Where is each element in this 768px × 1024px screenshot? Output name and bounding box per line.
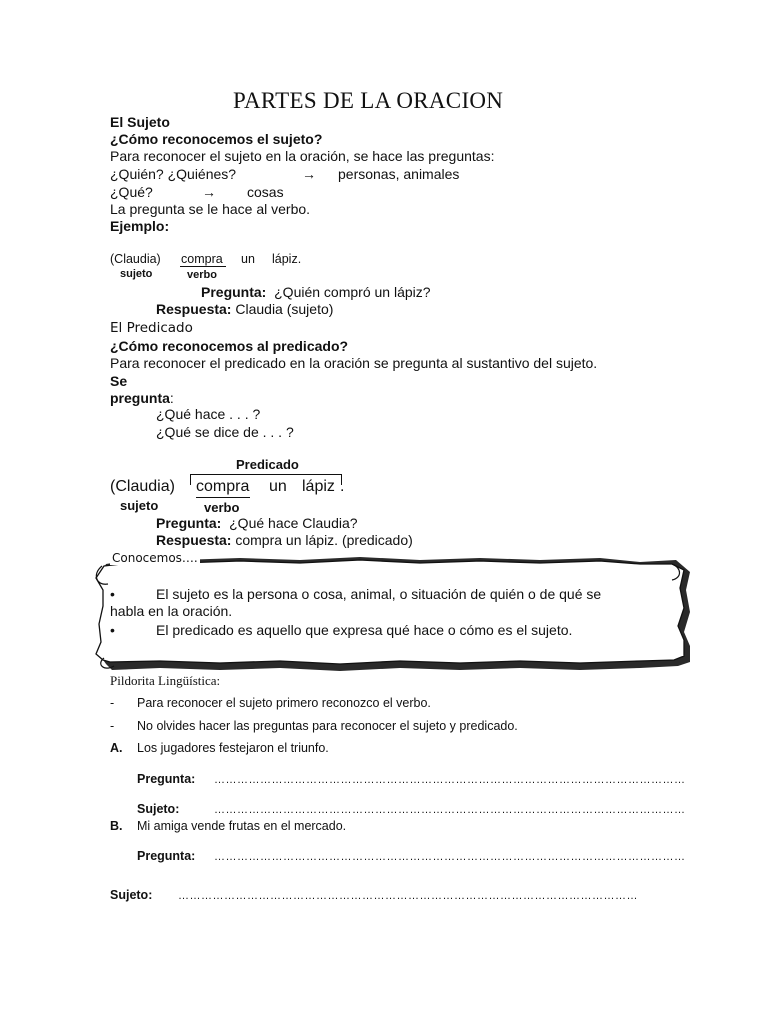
example-period: . — [340, 478, 345, 495]
pregunta-text: ¿Qué hace Claudia? — [229, 515, 358, 531]
subject-tag: sujeto — [120, 268, 153, 280]
predicado-question: ¿Cómo reconocemos al predicado? — [110, 338, 349, 354]
tip-2: No olvides hacer las preguntas para reconocer el sujeto y predicado. — [137, 719, 518, 733]
tip-1: Para reconocer el sujeto primero reconozco el verbo. — [137, 696, 431, 710]
bullet-icon: • — [110, 622, 115, 638]
predicado-intro: Para reconocer el predicado en la oración se pregunta al sustantivo del sujeto. — [110, 355, 598, 371]
bullet-icon: • — [110, 586, 115, 602]
exercise-b-sentence: Mi amiga vende frutas en el mercado. — [137, 819, 347, 833]
pregunta-label: Pregunta: — [137, 849, 196, 863]
pregunta-word: pregunta — [110, 390, 170, 406]
sujeto-note: La pregunta se le hace al verbo. — [110, 201, 311, 217]
respuesta-text: Claudia (sujeto) — [235, 301, 334, 317]
predicado-q1: ¿Qué hace . . . ? — [156, 406, 261, 422]
arrow-icon: → — [302, 166, 316, 182]
answer-line-pregunta-a[interactable]: …………………………………………………………………………………………………………… — [214, 774, 686, 786]
example-word: un — [241, 252, 255, 266]
respuesta-label: Respuesta: — [156, 301, 232, 317]
exercise-a-letter: A. — [110, 741, 123, 755]
example-verb: compra — [181, 252, 223, 266]
sujeto-label: Sujeto: — [137, 802, 180, 816]
pregunta-colon: : — [169, 390, 174, 406]
sujeto-label: Sujeto: — [110, 888, 153, 902]
example-verb: compra — [196, 478, 250, 495]
pregunta-label: Pregunta: — [201, 284, 267, 300]
answer-line-pregunta-b[interactable]: …………………………………………………………………………………………………………… — [214, 851, 686, 863]
example-subject: (Claudia) — [110, 252, 161, 266]
exercise-b-letter: B. — [110, 819, 123, 833]
sujeto-a2: cosas — [247, 184, 284, 200]
sujeto-heading: El Sujeto — [110, 114, 170, 130]
example-word: lápiz. — [272, 252, 302, 266]
answer-line-sujeto-b[interactable]: ………………………………………………………………………………………………………… — [178, 890, 638, 902]
subject-tag: sujeto — [120, 498, 159, 513]
example-subject: (Claudia) — [110, 478, 175, 495]
verb-tag: verbo — [204, 500, 240, 515]
respuesta-text: compra un lápiz. (predicado) — [235, 532, 413, 548]
sujeto-q1: ¿Quién? ¿Quiénes? — [110, 166, 237, 182]
example-word: un — [269, 478, 287, 495]
pregunta-label: Pregunta: — [137, 772, 196, 786]
pregunta-text: ¿Quién compró un lápiz? — [274, 284, 431, 300]
pregunta-label: Pregunta: — [156, 515, 222, 531]
verb-tag: verbo — [187, 269, 217, 281]
answer-line-sujeto-a[interactable]: …………………………………………………………………………………………………………… — [214, 804, 686, 816]
box-item2: El predicado es aquello que expresa qué hace o cómo es el sujeto. — [156, 622, 573, 638]
se-text: Se — [110, 373, 128, 389]
sujeto-intro: Para reconocer el sujeto en la oración, se hace las preguntas: — [110, 148, 495, 164]
ejemplo-label: Ejemplo: — [110, 218, 170, 234]
sujeto-a1: personas, animales — [338, 166, 460, 182]
predicado-heading: El Predicado — [110, 320, 193, 336]
predicado-bracket-label: Predicado — [236, 457, 299, 472]
page-title: PARTES DE LA ORACION — [233, 88, 504, 113]
box-item1-line1: El sujeto es la persona o cosa, animal, o situación de quién o de qué se — [156, 586, 602, 602]
arrow-icon: → — [202, 184, 216, 200]
predicado-q2: ¿Qué se dice de . . . ? — [156, 424, 294, 440]
box-label: Conocemos…. — [112, 551, 198, 565]
dash-icon: - — [110, 719, 115, 733]
exercise-a-sentence: Los jugadores festejaron el triunfo. — [137, 741, 329, 755]
sujeto-q2: ¿Qué? — [110, 184, 153, 200]
box-item1-line2: habla en la oración. — [110, 603, 233, 619]
sujeto-question: ¿Cómo reconocemos el sujeto? — [110, 131, 323, 147]
respuesta-label: Respuesta: — [156, 532, 232, 548]
pildorita-title: Pildorita Lingüística: — [110, 673, 221, 688]
example-word: lápiz — [302, 478, 335, 495]
dash-icon: - — [110, 696, 115, 710]
